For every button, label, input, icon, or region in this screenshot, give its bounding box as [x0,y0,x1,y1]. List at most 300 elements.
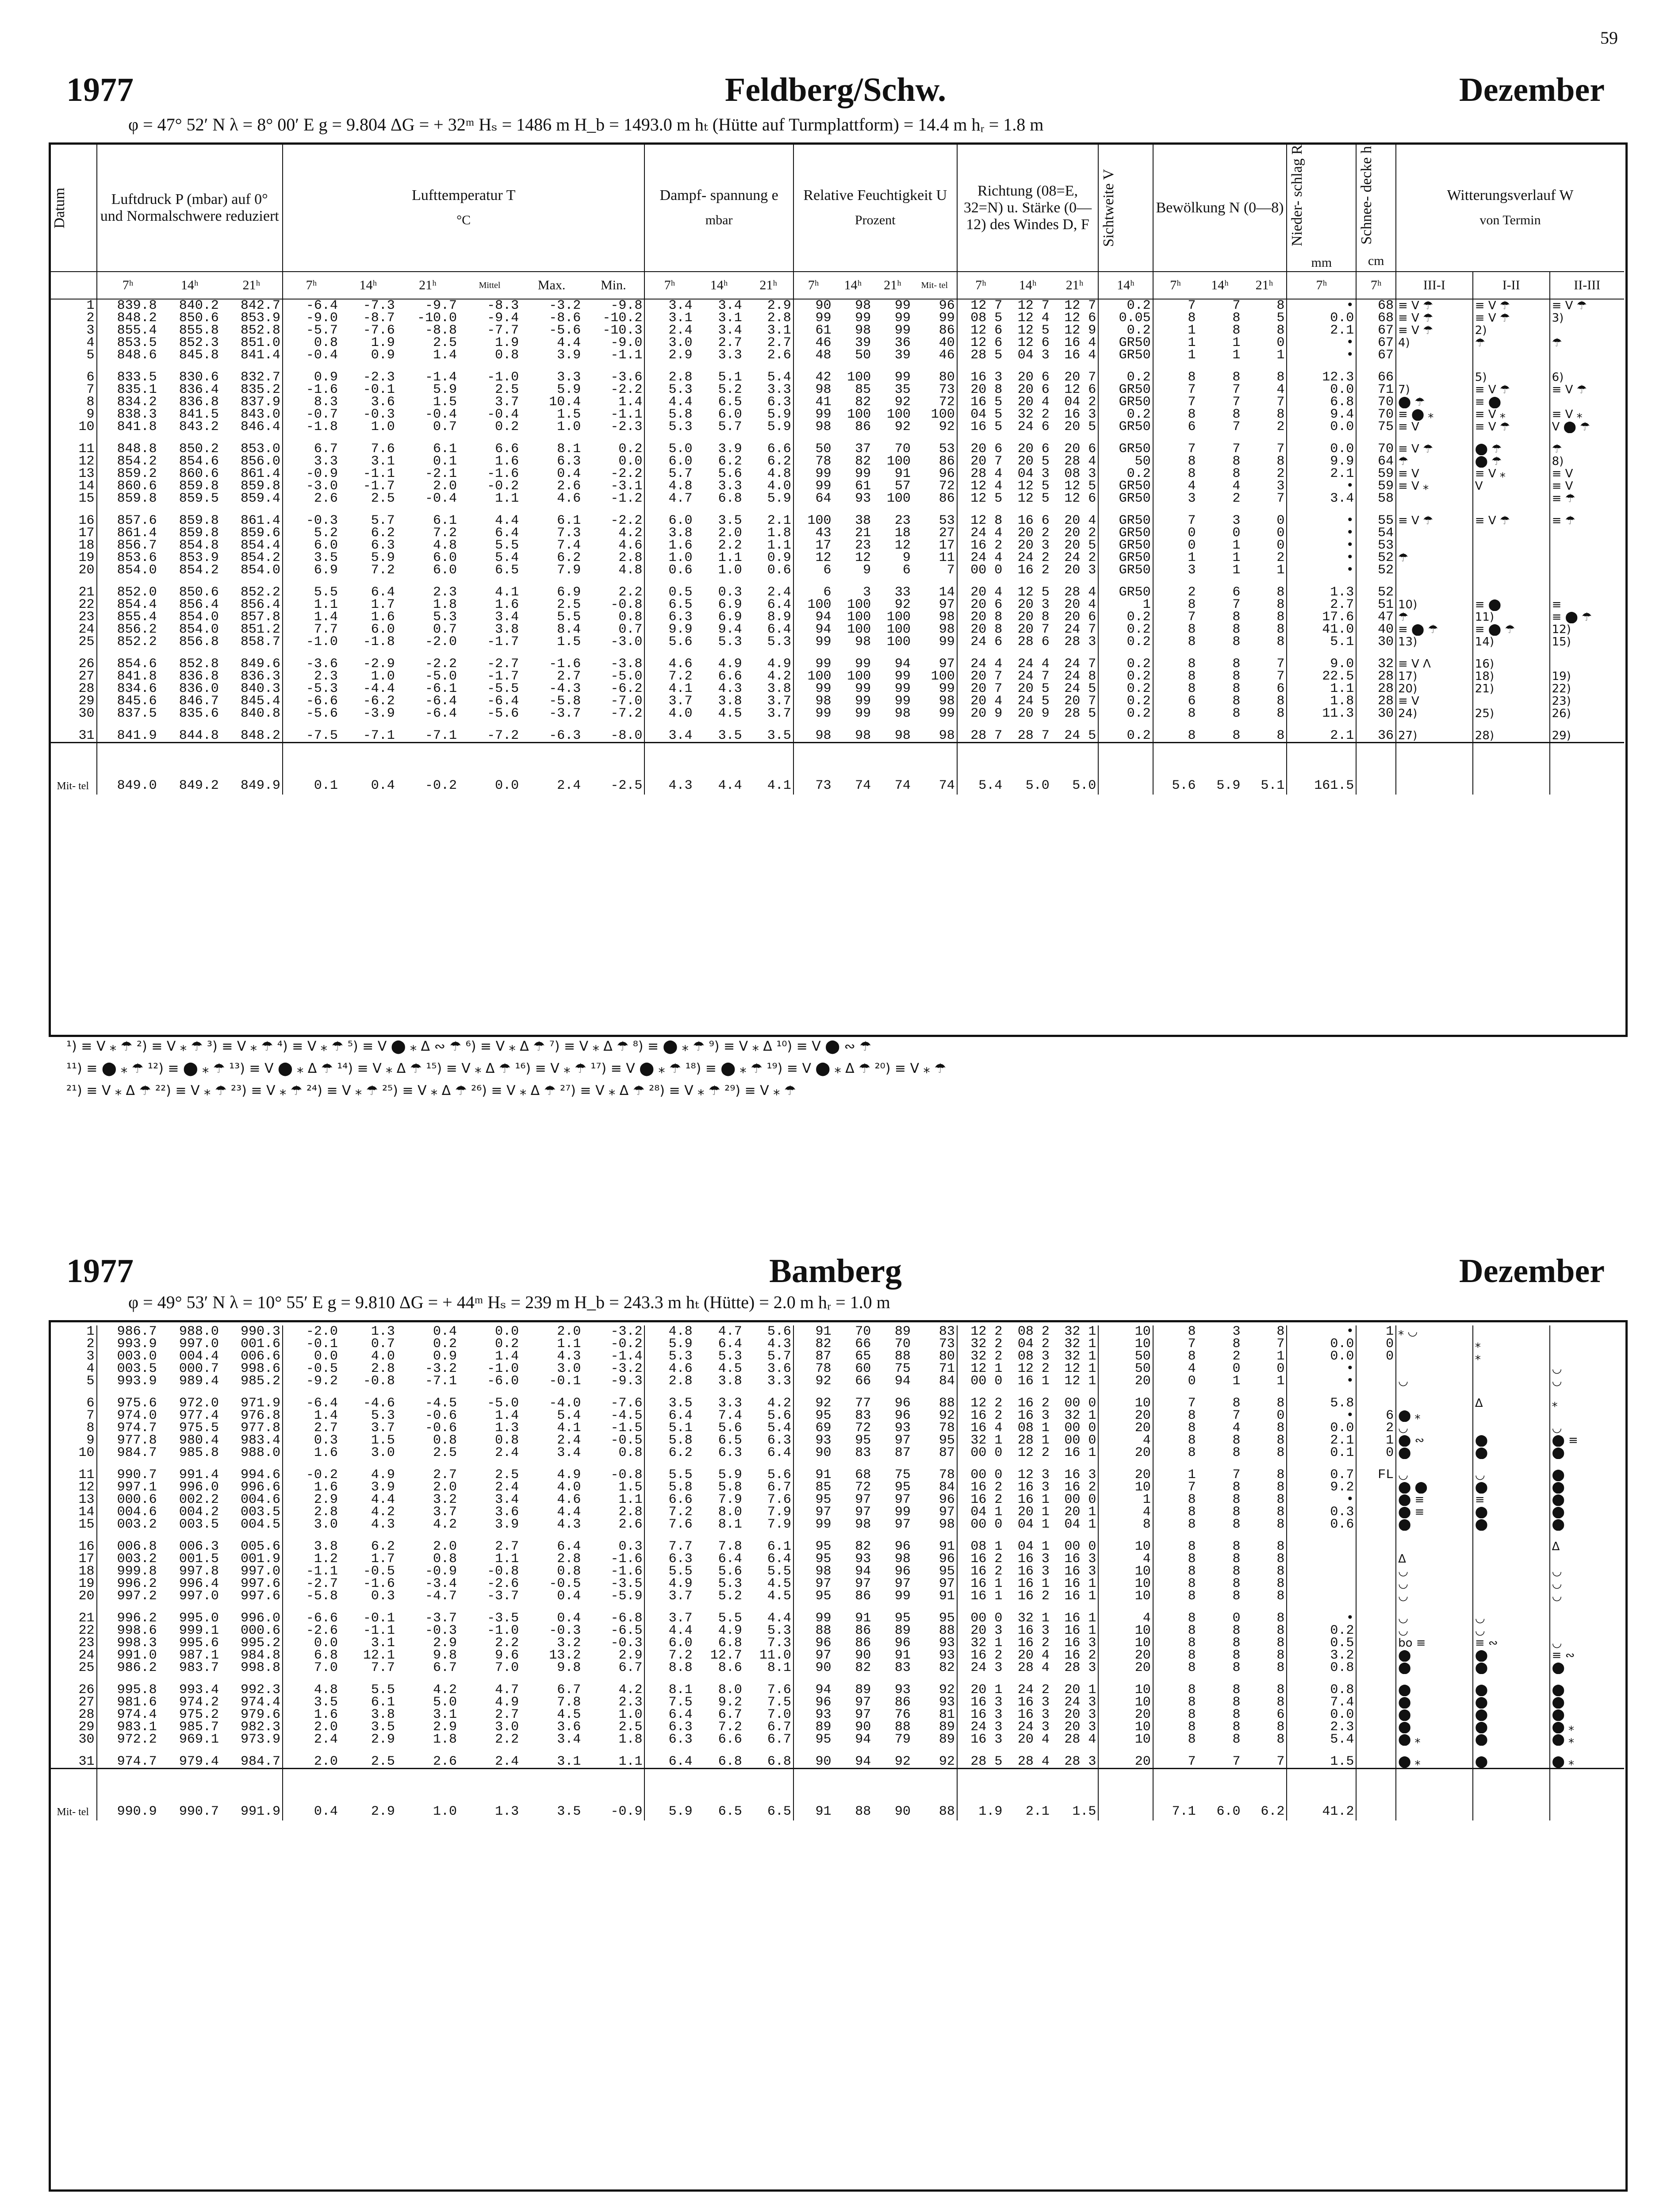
weather-symbols: 2) [1473,324,1550,337]
table-cell: 854.0 [240,564,280,576]
table-cell: 99 [793,1518,833,1531]
table-cell: 3.6 [371,396,395,408]
weather-symbols: ☂ [1396,611,1473,623]
table-cell: 8 [1276,1397,1285,1409]
table-cell: 8 [1276,1469,1285,1481]
table-cell: 8 [1232,1624,1241,1637]
table-cell: 04 1 [1064,1518,1096,1531]
table-cell: 16 6 [1017,514,1050,527]
table-cell: 12 5 [957,492,1004,505]
table-cell: -3.0 [283,480,340,492]
table-cell: 00 0 [957,1375,1004,1387]
table-cell: -7.6 [363,324,395,337]
table-cell: 5.9 [644,1338,694,1350]
table-cell: -4.7 [425,1590,457,1602]
table-cell: 12 7 [957,299,1004,312]
table-cell: 93 [855,1553,871,1565]
weather-symbols: ⬤ ≡ [1396,1506,1473,1518]
table-cell: 20 3 [1017,539,1050,552]
table-cell: 16 1 [1064,1590,1096,1602]
table-cell: 984.7 [240,1755,280,1769]
table-cell: 88 [894,1721,911,1733]
table-cell: 7.6 [644,1518,694,1531]
table-cell: 16 4 [1064,349,1096,361]
table-cell: 5.3 [767,1624,791,1637]
table-cell: 59 [1356,468,1396,480]
mean-cell: 90 [873,1769,912,1821]
table-cell: 2.3 [283,670,340,683]
table-cell: 0 [1276,514,1285,527]
table-cell: 98 [939,623,955,636]
table-cell: 3.4 [557,1447,581,1459]
weather-symbols: ⬤ ⁎ [1550,1755,1624,1769]
table-cell: 8 [1232,1447,1241,1459]
table-cell: -1.8 [283,421,340,433]
table-cell: 39 [855,336,871,349]
table-cell: 5.9 [767,420,791,433]
day-number: 26 [78,1684,95,1696]
table-cell: 28 7 [957,730,1004,743]
table-cell: 65 [855,1350,871,1363]
weather-symbols: ⬤ [1473,1755,1550,1769]
table-cell: 996.0 [240,1612,280,1624]
table-cell: 8 [1153,1350,1198,1363]
table-cell: -3.1 [610,480,643,492]
table-cell: -5.3 [283,683,340,695]
weather-symbols: ≡ V ☂ [1473,515,1550,527]
table-cell: 2.4 [557,1434,581,1447]
table-cell: 1.6 [283,1481,340,1494]
table-cell: -3.7 [487,1590,519,1602]
table-cell: 854.4 [97,599,159,611]
table-cell: 840.2 [179,299,219,312]
table-cell: 5.9 [433,383,457,396]
table-cell: 10 [1098,1325,1153,1338]
table-cell: 4.0 [767,480,791,492]
table-cell: 4.5 [767,1578,791,1590]
table-cell: 3.2 [433,1494,457,1506]
table-cell: 91 [939,1590,955,1602]
table-cell: 857.8 [240,611,280,623]
table-cell: 0.2 [618,442,643,455]
table-row [50,480,1624,492]
table-cell: 16 3 [1017,1624,1050,1637]
table-cell: 8 [1276,1578,1285,1590]
table-cell: 94 [793,611,833,623]
table-cell: 93 [894,1422,911,1434]
table-cell: 7.5 [767,1696,791,1709]
table-cell: 99 [894,324,911,337]
table-cell: 89 [939,1721,955,1733]
table-cell: -0.9 [425,1565,457,1578]
table-cell: 6.4 [718,1338,742,1350]
table-row [50,564,1624,576]
table-cell: 854.0 [97,564,159,576]
table-cell: 1.1 [557,1338,581,1350]
table-cell: 6.6 [718,670,742,683]
table-cell: -0.4 [425,492,457,505]
table-cell: 100 [847,598,871,611]
table-cell: 4.3 [557,1518,581,1531]
table-cell: 88 [793,1624,833,1637]
mean-cell: 991.9 [221,1769,283,1821]
table-cell: 96 [894,1540,911,1553]
table-cell: 995.8 [97,1684,159,1696]
table-cell: 7.9 [767,1518,791,1531]
table-cell: 99 [855,657,871,670]
table-cell: • [1287,552,1356,564]
weather-symbols: 18) [1473,670,1550,683]
weather-symbols: ⬤ [1550,1709,1624,1721]
table-cell: 17 [939,539,955,552]
day-number: 21 [78,1612,95,1624]
day-number: 8 [86,1422,95,1434]
table-cell: 28 1 [1017,1434,1050,1447]
table-cell: 87 [939,1447,955,1459]
weather-symbols: ⬤ [1473,1733,1550,1746]
table-cell: 5.6 [767,1469,791,1481]
weather-symbols [1473,349,1550,361]
weather-symbols: 4) [1396,337,1473,349]
table-cell: 04 1 [1017,1518,1050,1531]
table-cell [1356,1696,1396,1709]
day-number: 23 [78,611,95,623]
table-cell: 7.0 [495,1662,519,1674]
table-cell: 980.4 [179,1434,219,1447]
day-number: 28 [78,1709,95,1721]
table-cell: 969.1 [179,1733,219,1746]
table-cell: -0.7 [283,408,340,421]
table-cell: 59 [1356,480,1396,492]
table-cell: 6.8 [718,492,742,505]
table-cell: 2.9 [433,1721,457,1733]
table-cell: 4.9 [371,1469,395,1481]
weather-symbols: ◡ [1473,1612,1550,1624]
table-cell: 0 [1232,1363,1241,1375]
table-cell: -9.4 [487,311,519,324]
weather-symbols [1550,1350,1624,1363]
table-cell: 3.3 [557,371,581,384]
weather-symbols [1550,552,1624,564]
table-cell: 20 9 [1017,707,1050,720]
weather-symbols: ⬤ ∾ [1396,1434,1473,1447]
table-row [50,586,1624,599]
table-cell: 0.0 [1287,443,1356,455]
table-cell: 16 3 [1064,1565,1096,1578]
weather-symbols: ☂ [1396,455,1473,468]
table-cell: -8.3 [487,299,519,312]
table-cell: 16 2 [1017,1590,1050,1602]
sub-header-4: 7ʰ [283,272,340,299]
table-cell: -1.4 [425,371,457,384]
mean-cell [1356,1769,1396,1821]
table-cell: 98 [855,635,871,648]
table-cell: 4.2 [371,1506,395,1518]
day-number: 3 [86,1350,95,1363]
table-cell: 860.6 [179,467,219,480]
table-cell: 8 [1153,1709,1198,1721]
table-cell: -0.9 [283,468,340,480]
table-cell: 838.3 [97,408,159,421]
table-cell: 0.6 [644,564,694,576]
table-cell: 1.9 [495,336,519,349]
table-cell: 0.05 [1098,312,1153,324]
table-cell: 96 [894,1637,911,1649]
table-cell: -0.8 [610,598,643,611]
sub-header-24: 7ʰ [1287,272,1356,299]
table-cell: 1.5 [557,408,581,421]
table-cell: 28 6 [1017,635,1050,648]
table-cell: 3.9 [371,1481,395,1494]
table-cell: 995.0 [179,1612,219,1624]
table-cell: 975.5 [179,1422,219,1434]
table-cell: 8 [1098,1518,1153,1531]
table-cell: 0.8 [618,611,643,623]
weather-symbols [1473,1325,1550,1338]
table-cell: 2.7 [283,1422,340,1434]
table-cell: 6.9 [718,611,742,623]
table-row [50,1709,1624,1721]
table-cell: 6.3 [644,1733,694,1746]
table-row [50,421,1624,433]
table-cell: 6.3 [644,1721,694,1733]
table-cell: 66 [855,1338,871,1350]
table-cell: 69 [793,1422,833,1434]
table-cell: 9.9 [644,623,694,636]
table-cell: 67 [1356,324,1396,337]
table-cell: 994.6 [240,1469,280,1481]
table-row [50,1684,1624,1696]
table-cell: 20 [1098,1469,1153,1481]
mean-cell: 6.0 [1198,1769,1242,1821]
weather-symbols: ⬤ [1550,1696,1624,1709]
table-cell: 97 [894,1578,911,1590]
table-cell: 006.6 [240,1350,280,1363]
sub-header-3: 21ʰ [221,272,283,299]
table-cell: 100 [931,670,955,683]
day-number: 15 [78,1518,95,1531]
table-cell: 8 [1232,467,1241,480]
table-cell: 0.9 [767,551,791,564]
mean-cell: 0.1 [283,742,340,795]
day-number: 5 [86,349,95,361]
table-cell: 837.5 [97,707,159,720]
day-number: 9 [86,1434,95,1447]
table-cell: 993.9 [97,1375,159,1387]
table-cell: 8 [1153,1696,1198,1709]
table-row [50,443,1624,455]
table-cell: 849.6 [240,657,280,670]
table-row [50,623,1624,636]
table-cell: 8 [1232,408,1241,421]
mean-cell: 1.5 [1051,1769,1099,1821]
table-cell: 1.1 [618,1494,643,1506]
sub-header-8: Max. [521,272,583,299]
table-cell: 7.9 [767,1506,791,1518]
table-cell: 95 [793,1540,833,1553]
table-cell: 837.9 [240,396,280,408]
table-cell: 6 [1276,682,1285,695]
table-cell: 91 [855,1612,871,1624]
mean-cell [1550,1769,1624,1821]
station-name: Bamberg [769,1252,902,1290]
table-cell: 97 [855,1494,871,1506]
table-cell: GR50 [1098,539,1153,552]
table-cell: 7 [1276,1755,1285,1769]
weather-symbols: ◡ [1396,1565,1473,1578]
table-cell: 97 [793,1578,833,1590]
table-cell: 10 [1098,1637,1153,1649]
table-cell: 32 1 [1017,1612,1050,1624]
table-cell: 8 [1153,1506,1198,1518]
table-row [50,1649,1624,1662]
weather-symbols [1550,527,1624,539]
table-cell: 991.0 [97,1649,159,1662]
weather-symbols [1473,1363,1550,1375]
table-cell: 2.2 [495,1637,519,1649]
table-cell: 2.4 [495,1447,519,1459]
day-number: 25 [78,1662,95,1674]
table-cell: 75 [894,1469,911,1481]
month: Dezember [1459,1252,1605,1290]
table-cell: 30 [1356,636,1396,648]
mean-cell: 91 [793,1769,833,1821]
header-datum-label: Datum [51,187,68,229]
table-row [50,1422,1624,1434]
sub-header-18: 14ʰ [1004,272,1051,299]
table-cell: 0.2 [1098,707,1153,720]
table-cell: 975.2 [179,1709,219,1721]
table-cell: 6.5 [644,599,694,611]
table-cell: 90 [793,299,833,312]
table-cell: 28 4 [1064,455,1096,468]
header-visibility-label: Sichtweite V [1100,169,1117,247]
table-cell: 0 [1232,1612,1241,1624]
mean-cell: 5.4 [957,742,1004,795]
table-cell: 6 [793,564,833,576]
table-cell: 8 [1276,1649,1285,1662]
weather-symbols: ⁎ ◡ [1396,1325,1473,1338]
table-cell: 94 [855,1733,871,1746]
table-cell: -1.1 [610,408,643,421]
table-cell: 28 3 [1064,635,1096,648]
weather-symbols [1396,349,1473,361]
table-cell: 24 7 [1064,657,1096,670]
table-cell: 5.3 [718,635,742,648]
table-cell: 16 1 [1017,1578,1050,1590]
weather-symbols [1550,1624,1624,1637]
table-cell: 851.2 [240,623,280,636]
table-cell: 20 4 [957,695,1004,707]
table-cell: 995.2 [240,1637,280,1649]
table-cell: 6.6 [718,1733,742,1746]
weather-symbols: ◡ [1396,1590,1473,1602]
table-cell: 51 [1356,599,1396,611]
table-cell: 0.3 [283,1434,340,1447]
table-cell: 998.8 [240,1662,280,1674]
table-cell: 5.9 [767,408,791,421]
table-cell: 50 [793,443,833,455]
table-cell: 4.8 [433,539,457,552]
table-cell: 3.1 [644,312,694,324]
table-cell: 3.4 [718,324,742,337]
table-cell: -2.6 [283,1624,340,1637]
table-cell: 8 [1276,1434,1285,1447]
table-cell: 24 4 [957,552,1004,564]
table-cell: 100 [847,623,871,636]
table-cell: 99 [793,468,833,480]
table-cell: 0.6 [767,564,791,576]
table-cell: 5.2 [283,527,340,539]
table-cell: 976.8 [240,1409,280,1422]
table-cell: 6.6 [767,442,791,455]
table-cell: 3.7 [644,1612,694,1624]
table-cell: 855.4 [97,324,159,337]
table-cell: -1.7 [487,670,519,683]
mean-cell: 2.9 [340,1769,397,1821]
table-cell: 93 [939,1696,955,1709]
table-cell: 97 [855,1506,871,1518]
table-cell: 854.4 [240,539,280,552]
table-cell: 7.4 [1287,1696,1356,1709]
table-cell: 5.4 [557,1409,581,1422]
table-cell: 4.4 [644,396,694,408]
table-cell: 3.3 [718,1397,742,1409]
table-cell: -0.4 [425,408,457,421]
table-cell: 8 [1232,1733,1241,1746]
table-cell: 2.2 [618,586,643,599]
weather-symbols [1473,1578,1550,1590]
table-cell: 39 [894,349,911,361]
table-cell: 4.5 [718,707,742,720]
table-cell: 16 1 [957,1590,1004,1602]
table-cell: 16 2 [957,1494,1004,1506]
table-cell: 5.3 [644,384,694,396]
weather-symbols: ≡ V ☂ [1473,384,1550,396]
table-cell: 87 [894,1447,911,1459]
table-cell: 5.5 [644,1469,694,1481]
weather-symbols: ≡ V ☂ [1473,312,1550,324]
table-cell: 997.0 [179,1590,219,1602]
table-cell: -4.6 [363,1397,395,1409]
weather-symbols: ⬤ [1396,1696,1473,1709]
weather-symbols: 29) [1550,730,1624,743]
table-row [50,492,1624,505]
table-cell: 6 [1356,1409,1396,1422]
mean-cell: 849.0 [97,742,159,795]
table-cell: -5.6 [549,324,581,337]
table-row [50,1494,1624,1506]
table-cell: 61 [793,324,833,337]
table-cell: 997.2 [97,1590,159,1602]
table-cell: 70 [894,442,911,455]
table-cell: -5.8 [283,1590,340,1602]
table-cell [1356,1363,1396,1375]
day-number: 9 [86,408,95,421]
table-cell: 0.2 [495,1338,519,1350]
table-cell: 9.8 [557,1662,581,1674]
table-cell: 3.7 [433,1506,457,1518]
table-cell: 842.7 [240,299,280,312]
table-cell: 4.7 [644,492,694,505]
table-cell: 90 [793,1662,833,1674]
mean-cell: 5.9 [1198,742,1242,795]
table-cell: -0.5 [549,1578,581,1590]
table-cell: 80 [939,1350,955,1363]
table-cell: 20 [1098,1409,1153,1422]
table-cell: 12 2 [1017,1447,1050,1459]
table-cell: 002.2 [179,1494,219,1506]
